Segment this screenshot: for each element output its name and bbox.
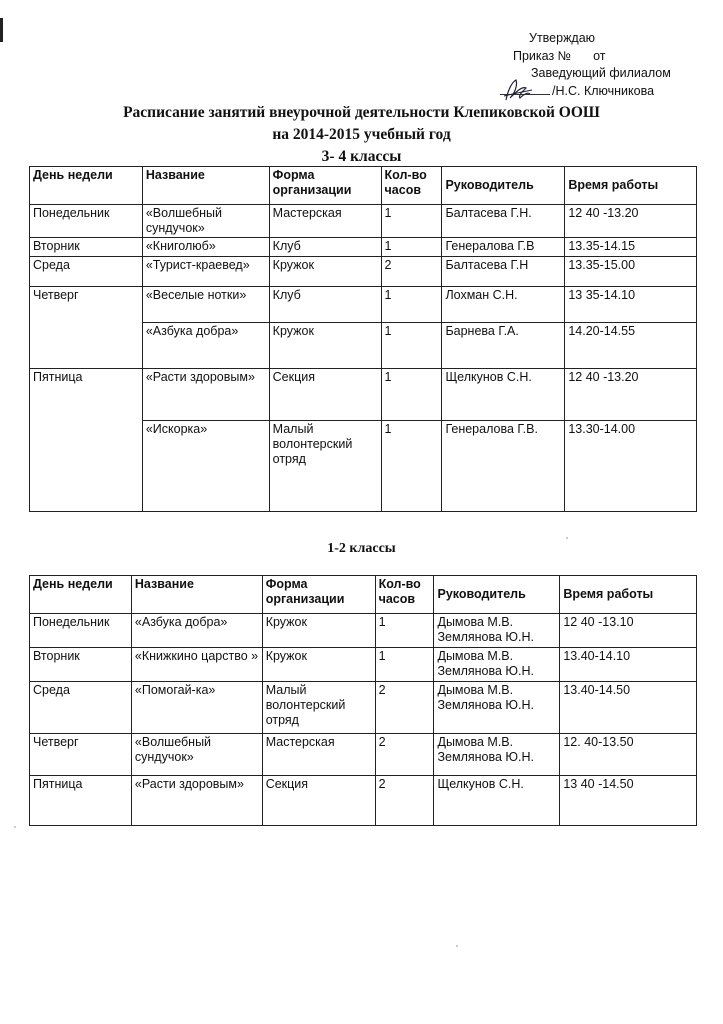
cell-hours: 2 [375,682,434,734]
cell-hours: 1 [381,369,442,421]
page-subtitle-year: на 2014-2015 учебный год [272,126,451,143]
approval-line-approve: Утверждаю [529,31,596,45]
cell-form: Мастерская [269,205,381,238]
cell-time: 12. 40-13.50 [560,734,697,776]
col-header-hours: Кол-во часов [375,576,434,614]
cell-name: «Книжкино царство » [131,648,262,682]
scan-speck [14,826,16,828]
table-row [30,776,697,826]
cell-time: 12 40 -13.20 [565,205,697,238]
schedule-table-grades-3-4 [29,166,697,512]
col-header-name: Название [131,576,262,614]
section1-heading: 3- 4 классы [321,148,402,165]
table-row [30,205,697,238]
table-row [30,734,697,776]
cell-time: 13.40-14.10 [560,648,697,682]
approval-line-order [500,48,710,66]
cell-hours: 1 [381,238,442,257]
cell-form: Клуб [269,238,381,257]
col-header-name: Название [142,167,269,205]
col-header-day: День недели [30,576,132,614]
cell-name: «Книголюб» [142,238,269,257]
cell-hours: 2 [375,776,434,826]
table-row [30,682,697,734]
cell-day: Четверг [30,734,132,776]
table-header-row [30,576,697,614]
cell-form: Кружок [269,257,381,287]
cell-day: Понедельник [30,614,132,648]
table-row [30,614,697,648]
cell-hours: 1 [381,287,442,323]
cell-leader: Генералова Г.В [442,238,565,257]
cell-form: Малый волонтерский отряд [269,421,381,512]
cell-day: Пятница [30,776,132,826]
section2-heading: 1-2 классы [327,541,396,556]
cell-name: «Веселые нотки» [142,287,269,323]
cell-hours: 1 [381,421,442,512]
cell-form: Малый волонтерский отряд [262,682,375,734]
cell-form: Кружок [262,614,375,648]
cell-day: Вторник [30,648,132,682]
col-header-day: День недели [30,167,143,205]
page-title: Расписание занятий внеурочной деятельности Клепиковской ООШ [123,104,600,121]
cell-day: Среда [30,682,132,734]
cell-form: Секция [262,776,375,826]
cell-day: Пятница [30,369,143,512]
schedule-table-grades-1-2 [29,575,697,826]
cell-leader: Балтасева Г.Н [442,257,565,287]
cell-day: Четверг [30,287,143,369]
col-header-form: Форма организации [269,167,381,205]
cell-time: 13.35-15.00 [565,257,697,287]
cell-time: 13.35-14.15 [565,238,697,257]
cell-form: Кружок [269,323,381,369]
cell-time: 12 40 -13.10 [560,614,697,648]
scan-speck [456,945,458,947]
cell-hours: 2 [375,734,434,776]
table-row [30,287,697,323]
col-header-form: Форма организации [262,576,375,614]
cell-form: Клуб [269,287,381,323]
cell-time: 12 40 -13.20 [565,369,697,421]
cell-name: «Помогай-ка» [131,682,262,734]
cell-form: Мастерская [262,734,375,776]
cell-hours: 2 [381,257,442,287]
cell-time: 13 40 -14.50 [560,776,697,826]
scan-edge-mark [0,18,3,42]
table-header-row [30,167,697,205]
col-header-hours: Кол-во часов [381,167,442,205]
order-date-label: от [593,48,606,63]
table-row [30,648,697,682]
approval-line-position: Заведующий филиалом [531,66,671,80]
cell-hours: 1 [375,614,434,648]
cell-name: «Турист-краевед» [142,257,269,287]
cell-leader: Дымова М.В. Землянова Ю.Н. [434,682,560,734]
cell-hours: 1 [381,323,442,369]
cell-leader: Дымова М.В. Землянова Ю.Н. [434,648,560,682]
table-row [30,238,697,257]
cell-leader: Барнева Г.А. [442,323,565,369]
cell-name: «Искорка» [142,421,269,512]
col-header-time: Время работы [565,167,697,205]
cell-day: Среда [30,257,143,287]
cell-time: 14.20-14.55 [565,323,697,369]
cell-day: Вторник [30,238,143,257]
cell-name: «Волшебный сундучок» [142,205,269,238]
cell-leader: Щелкунов С.Н. [442,369,565,421]
cell-name: «Волшебный сундучок» [131,734,262,776]
scan-speck [566,537,568,539]
cell-form: Кружок [262,648,375,682]
cell-time: 13.40-14.50 [560,682,697,734]
col-header-leader: Руководитель [434,576,560,614]
cell-name: «Азбука добра» [142,323,269,369]
cell-leader: Дымова М.В. Землянова Ю.Н. [434,734,560,776]
cell-time: 13 35-14.10 [565,287,697,323]
cell-leader: Генералова Г.В. [442,421,565,512]
cell-time: 13.30-14.00 [565,421,697,512]
table-row [30,257,697,287]
cell-leader: Лохман С.Н. [442,287,565,323]
order-prefix: Приказ № [513,48,572,63]
cell-leader: Щелкунов С.Н. [434,776,560,826]
cell-hours: 1 [381,205,442,238]
cell-leader: Дымова М.В. Землянова Ю.Н. [434,614,560,648]
cell-leader: Балтасева Г.Н. [442,205,565,238]
signer-name: /Н.С. Ключникова [552,83,655,98]
cell-form: Секция [269,369,381,421]
col-header-leader: Руководитель [442,167,565,205]
col-header-time: Время работы [560,576,697,614]
cell-name: «Расти здоровым» [142,369,269,421]
cell-day: Понедельник [30,205,143,238]
cell-name: «Азбука добра» [131,614,262,648]
table-row [30,369,697,421]
handwritten-signature [500,76,534,106]
cell-name: «Расти здоровым» [131,776,262,826]
cell-hours: 1 [375,648,434,682]
